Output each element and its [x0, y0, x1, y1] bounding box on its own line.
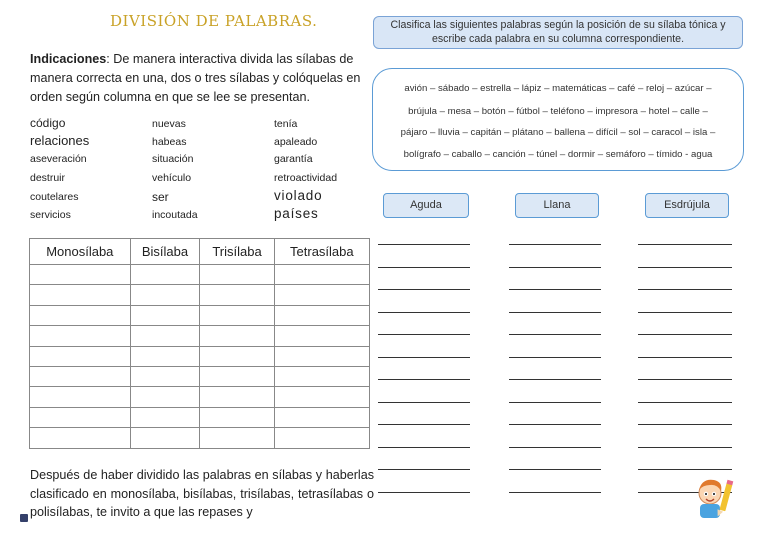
table-cell[interactable] — [30, 407, 131, 427]
word-item: apaleado — [274, 136, 318, 148]
table-row — [30, 407, 370, 427]
answer-line[interactable] — [378, 334, 470, 335]
table-cell[interactable] — [200, 265, 274, 285]
table-cell[interactable] — [200, 366, 274, 386]
table-cell[interactable] — [130, 346, 200, 366]
answer-line[interactable] — [378, 312, 470, 313]
table-cell[interactable] — [130, 407, 200, 427]
table-cell[interactable] — [30, 387, 131, 407]
answer-line[interactable] — [638, 379, 732, 380]
word-item: situación — [152, 153, 194, 165]
table-cell[interactable] — [274, 387, 369, 407]
category-llana: Llana — [515, 193, 599, 218]
table-cell[interactable] — [274, 285, 369, 305]
table-cell[interactable] — [200, 346, 274, 366]
answer-line[interactable] — [378, 244, 470, 245]
table-row — [30, 265, 370, 285]
answer-line[interactable] — [378, 447, 470, 448]
table-cell[interactable] — [130, 366, 200, 386]
answer-line[interactable] — [509, 447, 601, 448]
table-cell[interactable] — [200, 387, 274, 407]
table-cell[interactable] — [30, 366, 131, 386]
table-cell[interactable] — [130, 285, 200, 305]
word-item: relaciones — [30, 133, 90, 148]
table-header: Tetrasílaba — [274, 239, 369, 265]
word-bank-line: avión – sábado – estrella – lápiz – matemáticas – café – reloj – azúcar – — [404, 83, 712, 94]
answer-line[interactable] — [509, 469, 601, 470]
table-cell[interactable] — [274, 428, 369, 448]
answer-line[interactable] — [638, 469, 732, 470]
table-cell[interactable] — [30, 285, 131, 305]
category-esdrujula: Esdrújula — [645, 193, 729, 218]
table-cell[interactable] — [130, 265, 200, 285]
word-item: destruir — [30, 172, 66, 184]
answer-line[interactable] — [509, 492, 601, 493]
category-aguda: Aguda — [383, 193, 469, 218]
table-cell[interactable] — [274, 407, 369, 427]
closing-paragraph: Después de haber dividido las palabras en sílabas y haberlas clasificado en monosílaba, bisílabas, trisílabas, tetrasílabas o polisílabas, te invito a que las repases y — [30, 468, 374, 519]
table-row — [30, 326, 370, 346]
table-cell[interactable] — [274, 346, 369, 366]
word-item: habeas — [152, 136, 187, 148]
answer-line[interactable] — [638, 334, 732, 335]
kid-with-pencil-icon — [690, 475, 740, 521]
table-row — [30, 346, 370, 366]
answer-line[interactable] — [638, 267, 732, 268]
answer-line[interactable] — [509, 244, 601, 245]
answer-line[interactable] — [638, 402, 732, 403]
page-title: DIVISIÓN DE PALABRAS. — [110, 12, 318, 30]
word-item: países — [274, 206, 319, 221]
answer-line[interactable] — [378, 402, 470, 403]
table-cell[interactable] — [200, 305, 274, 325]
instructions — [30, 50, 372, 107]
word-item: coutelares — [30, 191, 79, 203]
answer-line[interactable] — [509, 334, 601, 335]
answer-line[interactable] — [378, 357, 470, 358]
word-bank — [372, 68, 744, 171]
table-cell[interactable] — [130, 428, 200, 448]
instructions-label: Indicaciones — [30, 52, 107, 66]
table-row — [30, 285, 370, 305]
word-item: tenía — [274, 118, 298, 130]
table-cell[interactable] — [200, 428, 274, 448]
table-cell[interactable] — [200, 326, 274, 346]
word-bank-line: brújula – mesa – botón – fútbol – teléfono – impresora – hotel – calle – — [408, 106, 708, 117]
syllable-table — [29, 238, 370, 449]
table-cell[interactable] — [130, 305, 200, 325]
table-cell[interactable] — [274, 366, 369, 386]
word-item: servicios — [30, 209, 71, 221]
table-cell[interactable] — [200, 407, 274, 427]
answer-line[interactable] — [638, 447, 732, 448]
answer-line[interactable] — [509, 267, 601, 268]
word-item: código — [30, 116, 66, 130]
answer-line[interactable] — [638, 312, 732, 313]
answer-line[interactable] — [378, 469, 470, 470]
table-cell[interactable] — [274, 305, 369, 325]
table-cell[interactable] — [30, 428, 131, 448]
table-cell[interactable] — [130, 387, 200, 407]
word-item: violado — [274, 188, 323, 203]
answer-line[interactable] — [638, 289, 732, 290]
table-cell[interactable] — [274, 265, 369, 285]
table-header: Bisílaba — [130, 239, 200, 265]
table-cell[interactable] — [200, 285, 274, 305]
table-cell[interactable] — [274, 326, 369, 346]
instructions-text: : De manera interactiva divida las sílabas de manera correcta en una, dos o tres sílabas y colóquelas en orden según columna en que se lee se presentan. — [30, 52, 361, 104]
answer-line[interactable] — [509, 424, 601, 425]
answer-line[interactable] — [378, 492, 470, 493]
word-item: aseveración — [30, 153, 87, 165]
table-cell[interactable] — [30, 326, 131, 346]
answer-line[interactable] — [378, 424, 470, 425]
table-row — [30, 305, 370, 325]
answer-line[interactable] — [509, 312, 601, 313]
answer-line[interactable] — [638, 357, 732, 358]
table-row — [30, 387, 370, 407]
table-cell[interactable] — [30, 346, 131, 366]
word-item: incoutada — [152, 209, 198, 221]
table-header: Trisílaba — [200, 239, 274, 265]
word-item: garantía — [274, 153, 313, 165]
answer-line[interactable] — [378, 379, 470, 380]
table-row — [30, 366, 370, 386]
page-marker-icon — [20, 514, 28, 522]
answer-line[interactable] — [638, 424, 732, 425]
word-bank-line: pájaro – lluvia – capitán – plátano – ballena – difícil – sol – caracol – isla – — [400, 127, 716, 138]
answer-line[interactable] — [638, 244, 732, 245]
answer-line[interactable] — [509, 379, 601, 380]
word-item: nuevas — [152, 118, 186, 130]
word-item: vehículo — [152, 172, 192, 184]
word-item: retroactividad — [274, 172, 338, 184]
task-instruction: Clasifica las siguientes palabras según la posición de su sílaba tónica y escribe cada palabra en su columna correspondiente. — [373, 16, 743, 49]
word-bank-line: bolígrafo – caballo – canción – túnel – dormir – semáforo – tímido - agua — [403, 149, 713, 160]
answer-line[interactable] — [378, 289, 470, 290]
table-cell[interactable] — [30, 305, 131, 325]
answer-line[interactable] — [378, 267, 470, 268]
answer-line[interactable] — [509, 289, 601, 290]
table-cell[interactable] — [130, 326, 200, 346]
answer-line[interactable] — [509, 357, 601, 358]
word-item: ser — [152, 190, 169, 204]
answer-line[interactable] — [509, 402, 601, 403]
table-row — [30, 428, 370, 448]
table-cell[interactable] — [30, 265, 131, 285]
table-header: Monosílaba — [30, 239, 131, 265]
